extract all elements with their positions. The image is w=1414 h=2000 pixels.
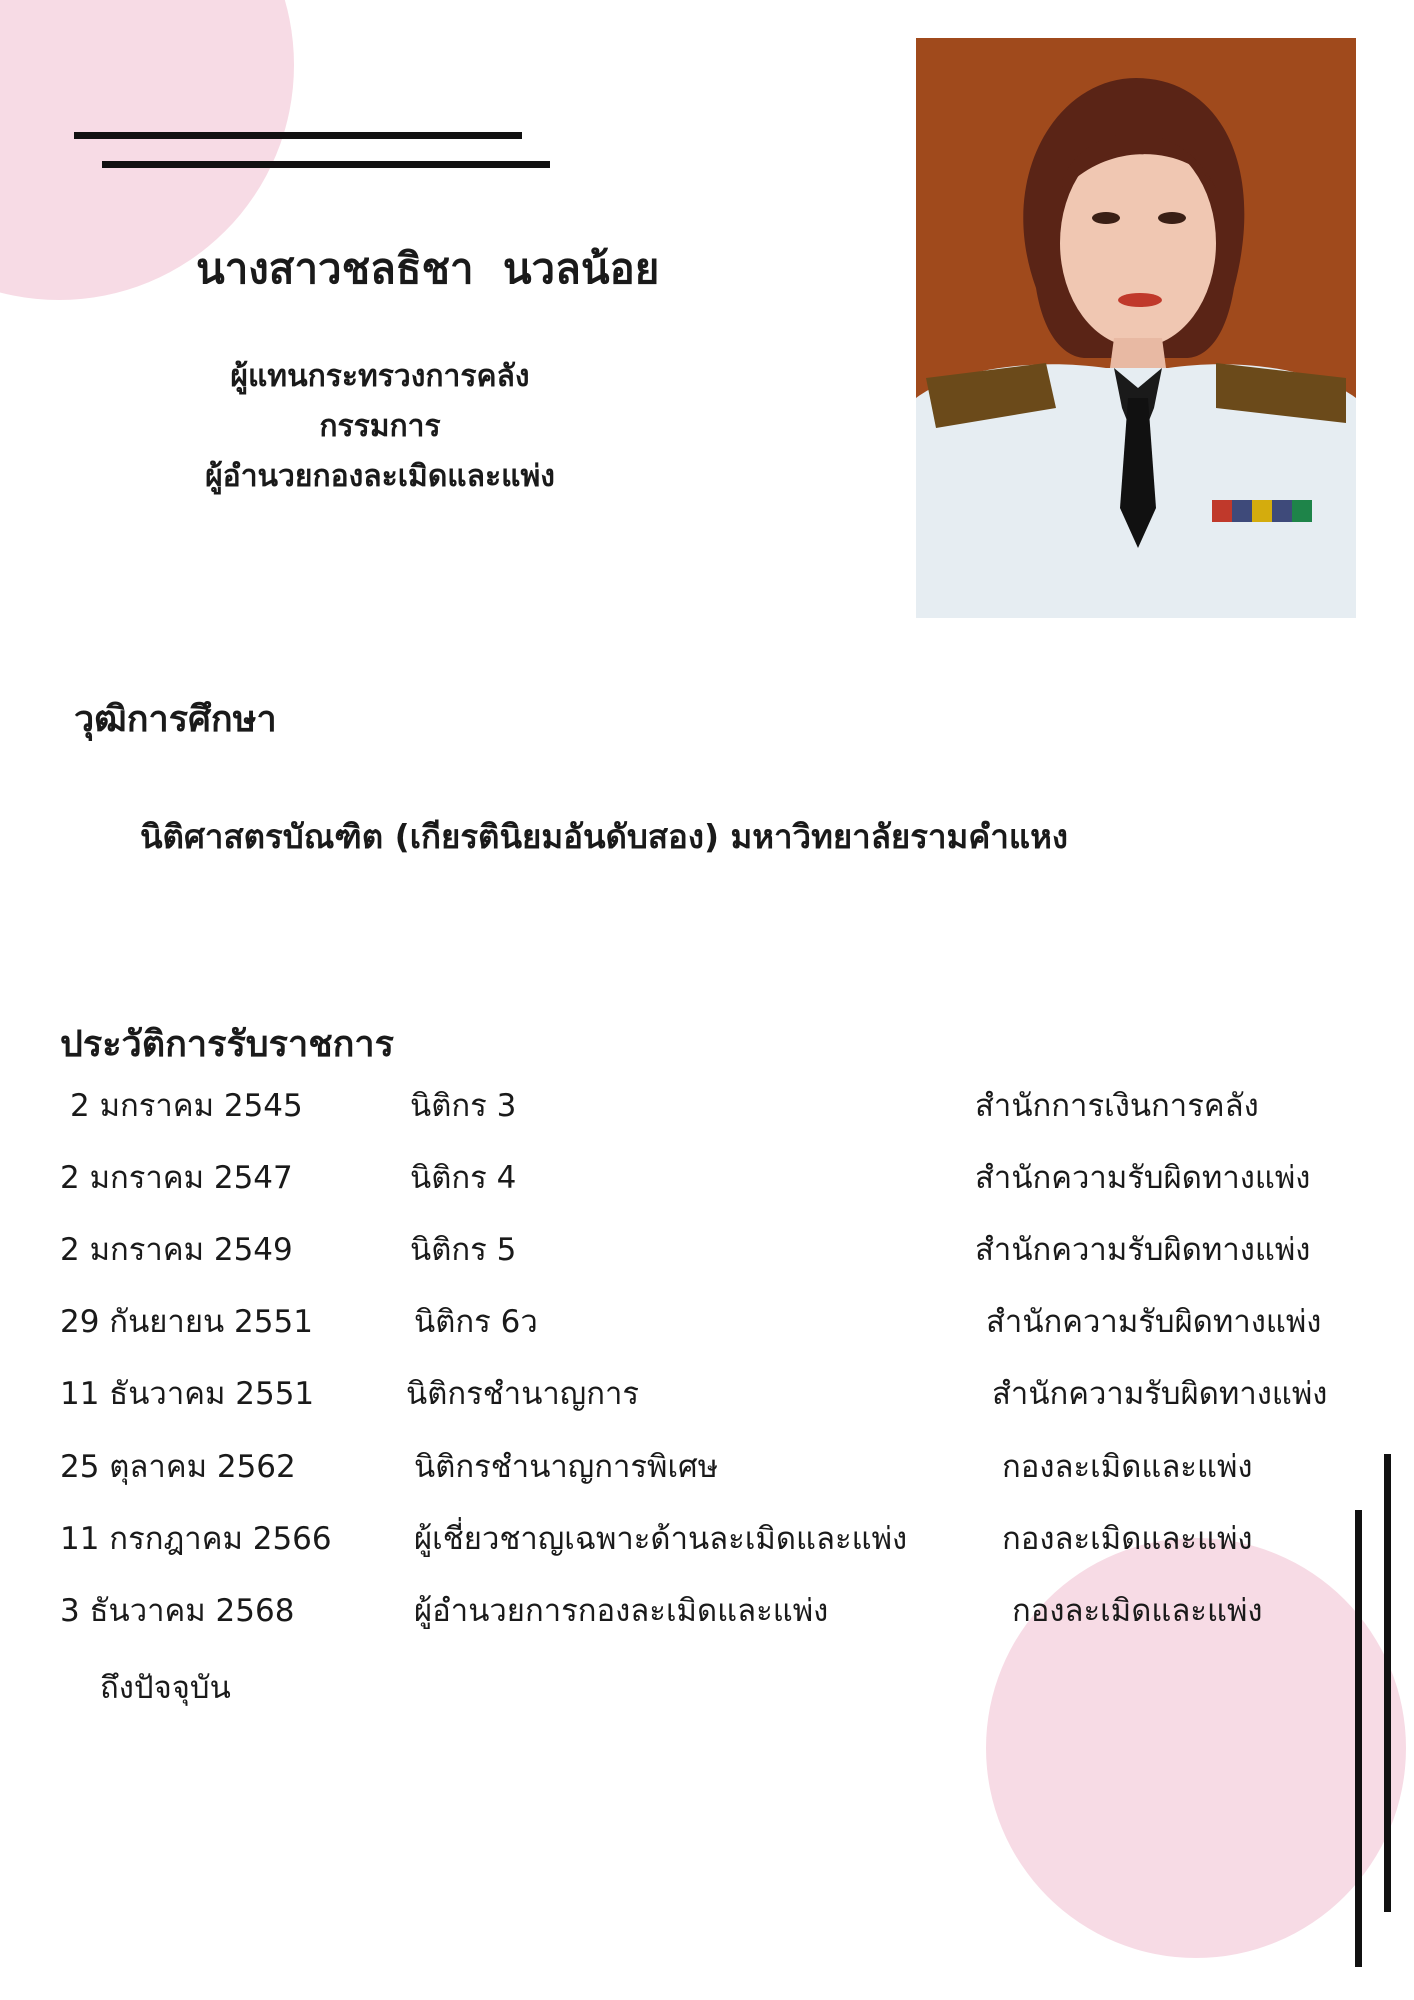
- career-position: ผู้เชี่ยวชาญเฉพาะด้านละเมิดและแพ่ง: [414, 1521, 908, 1557]
- career-date: 2 มกราคม 2545: [70, 1088, 303, 1124]
- career-position: นิติกร 4: [410, 1160, 517, 1196]
- career-position: นิติกร 3: [410, 1088, 517, 1124]
- career-date: 2 มกราคม 2547: [60, 1160, 293, 1196]
- role-line: กรรมการ: [319, 409, 441, 444]
- roles-list: [100, 352, 660, 502]
- education-heading: วุฒิการศึกษา: [74, 699, 277, 740]
- career-date: 11 ธันวาคม 2551: [60, 1376, 315, 1412]
- career-office: กองละเมิดและแพ่ง: [1002, 1521, 1253, 1557]
- role-line: ผู้แทนกระทรวงการคลัง: [230, 359, 530, 394]
- career-office: สำนักความรับผิดทางแพ่ง: [986, 1304, 1322, 1340]
- career-office: สำนักความรับผิดทางแพ่ง: [975, 1160, 1311, 1196]
- career-position: ผู้อำนวยการกองละเมิดและแพ่ง: [414, 1593, 829, 1629]
- career-row: [0, 1296, 1414, 1356]
- career-position: นิติกรชำนาญการ: [406, 1376, 640, 1412]
- career-date: 11 กรกฎาคม 2566: [60, 1521, 332, 1557]
- career-heading: ประวัติการรับราชการ: [60, 1024, 394, 1065]
- portrait-photo: [916, 38, 1356, 618]
- decorative-line: [74, 132, 522, 139]
- role-line: ผู้อำนวยกองละเมิดและแพ่ง: [205, 459, 555, 494]
- career-note: ถึงปัจจุบัน: [100, 1670, 231, 1706]
- career-date: 25 ตุลาคม 2562: [60, 1449, 296, 1485]
- career-position: นิติกรชำนาญการพิเศษ: [414, 1449, 719, 1485]
- career-office: กองละเมิดและแพ่ง: [1012, 1593, 1263, 1629]
- career-position: นิติกร 6ว: [414, 1304, 538, 1340]
- career-row: [0, 1152, 1414, 1212]
- career-office: สำนักความรับผิดทางแพ่ง: [975, 1232, 1311, 1268]
- education-degree: นิติศาสตรบัณฑิต (เกียรตินิยมอันดับสอง) มหาวิทยาลัยรามคำแหง: [140, 817, 1069, 856]
- career-row: [0, 1585, 1414, 1645]
- career-office: สำนักการเงินการคลัง: [975, 1088, 1259, 1124]
- career-row: [0, 1224, 1414, 1284]
- career-date: 3 ธันวาคม 2568: [60, 1593, 295, 1629]
- career-row: [0, 1513, 1414, 1573]
- person-name: นางสาวชลธิชา นวลน้อย: [196, 244, 660, 293]
- decorative-line: [102, 161, 550, 168]
- career-row: [0, 1368, 1414, 1428]
- career-position: นิติกร 5: [410, 1232, 517, 1268]
- career-date: 29 กันยายน 2551: [60, 1304, 313, 1340]
- decorative-line: [1355, 1510, 1362, 1967]
- career-row: [0, 1441, 1414, 1501]
- career-row: [0, 1080, 1414, 1140]
- career-date: 2 มกราคม 2549: [60, 1232, 293, 1268]
- career-office: สำนักความรับผิดทางแพ่ง: [992, 1376, 1328, 1412]
- career-office: กองละเมิดและแพ่ง: [1002, 1449, 1253, 1485]
